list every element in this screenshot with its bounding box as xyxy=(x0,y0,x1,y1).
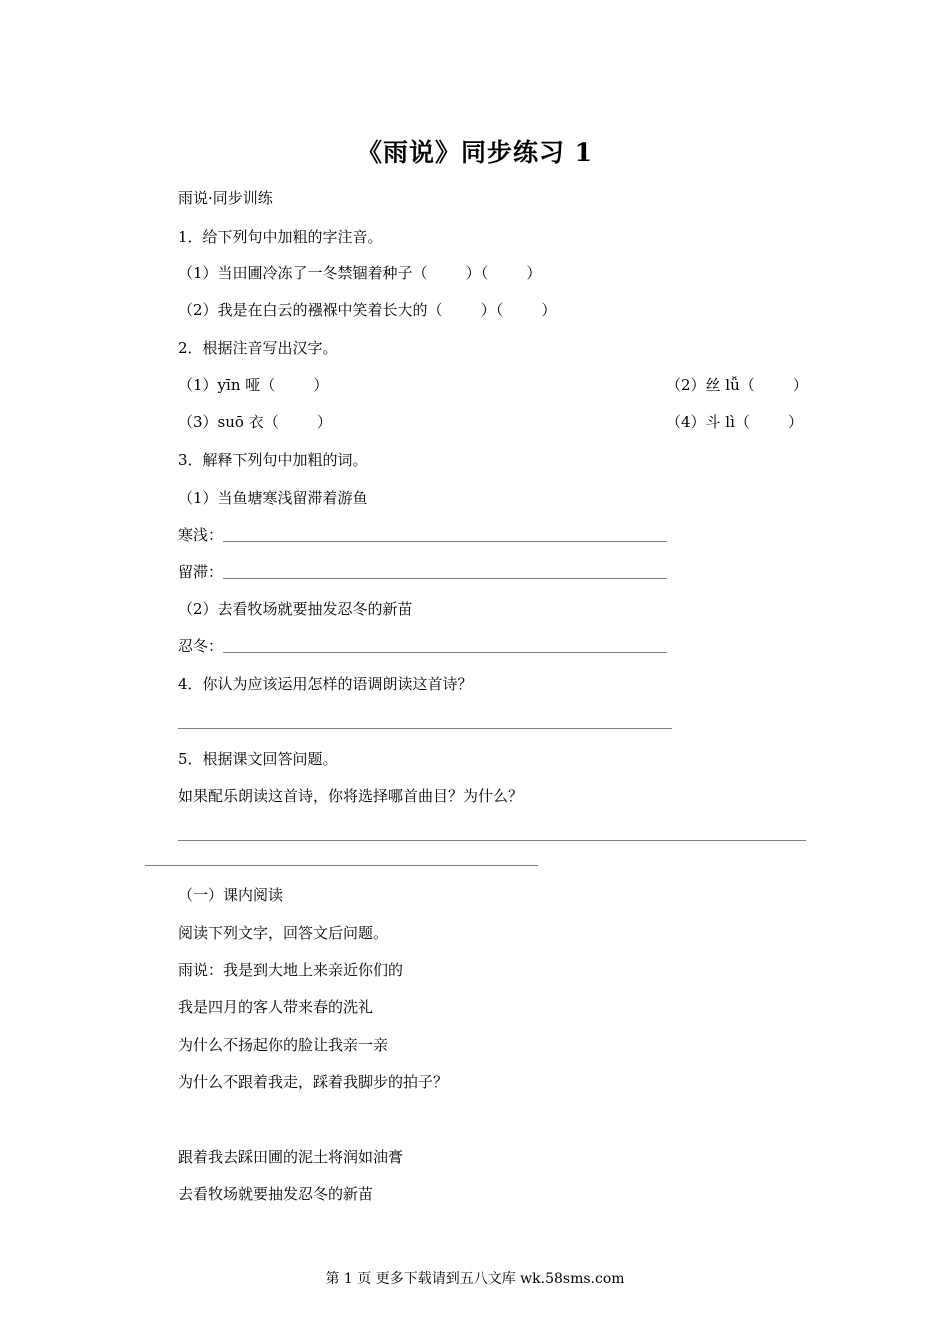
poem-line: 为什么不扬起你的脸让我亲一亲 xyxy=(178,1036,389,1054)
question-2-prompt: 2．根据注音写出汉字。 xyxy=(178,339,338,357)
question-2-item-1: （1）yīn 哑（ ） xyxy=(178,376,329,394)
page-title: 《雨说》同步练习 1 xyxy=(356,138,594,167)
question-5-question: 如果配乐朗读这首诗，你将选择哪首曲目？为什么？ xyxy=(178,787,524,805)
reading-instruction: 阅读下列文字，回答文后问题。 xyxy=(178,924,389,942)
question-1-item-2: （2）我是在白云的襁褓中笑着长大的（ ）（ ） xyxy=(178,301,557,319)
answer-row-rendong xyxy=(178,636,667,656)
question-5-prompt: 5．根据课文回答问题。 xyxy=(178,750,338,768)
page-footer: 第 1 页 更多下载请到五八文库 wk.58sms.com xyxy=(325,1271,625,1287)
answer-row-liuzhi xyxy=(178,562,667,582)
answer-label-liuzhi: 留滞： xyxy=(178,563,224,581)
poem-line: 跟着我去踩田圃的泥土将润如油膏 xyxy=(178,1148,404,1166)
answer-label-rendong: 忍冬： xyxy=(178,637,224,655)
answer-blank-question-5-line-1[interactable] xyxy=(178,840,806,841)
question-2-item-3: （3）suō 衣（ ） xyxy=(178,413,332,431)
question-3-sentence-1: （1）当鱼塘寒浅留滞着游鱼 xyxy=(178,489,368,507)
poem-line: 我是四月的客人带来春的洗礼 xyxy=(178,998,374,1016)
question-4-prompt: 4．你认为应该运用怎样的语调朗读这首诗？ xyxy=(178,675,473,693)
question-1-item-1: （1）当田圃冷冻了一冬禁锢着种子（ ）（ ） xyxy=(178,264,542,282)
question-2-item-2: （2）丝 lǚ（ ） xyxy=(666,376,808,394)
question-3-sentence-2: （2）去看牧场就要抽发忍冬的新苗 xyxy=(178,600,413,618)
answer-blank-question-4[interactable] xyxy=(178,728,672,729)
answer-blank-rendong[interactable] xyxy=(223,652,667,653)
reading-heading: （一）课内阅读 xyxy=(178,886,284,904)
poem-line: 雨说：我是到大地上来亲近你们的 xyxy=(178,961,404,979)
poem-line: 为什么不跟着我走，踩着我脚步的拍子？ xyxy=(178,1073,449,1091)
question-2-item-4: （4）斗 lì（ ） xyxy=(666,413,804,431)
question-3-prompt: 3．解释下列句中加粗的词。 xyxy=(178,451,368,469)
answer-label-hanqian: 寒浅： xyxy=(178,526,224,544)
poem-line: 去看牧场就要抽发忍冬的新苗 xyxy=(178,1185,374,1203)
answer-blank-liuzhi[interactable] xyxy=(223,578,667,579)
section-subtitle: 雨说·同步训练 xyxy=(178,189,273,207)
answer-row-hanqian xyxy=(178,525,667,545)
question-1-prompt: 1．给下列句中加粗的字注音。 xyxy=(178,228,383,246)
answer-blank-hanqian[interactable] xyxy=(223,541,667,542)
answer-blank-question-5-line-2[interactable] xyxy=(145,865,538,866)
